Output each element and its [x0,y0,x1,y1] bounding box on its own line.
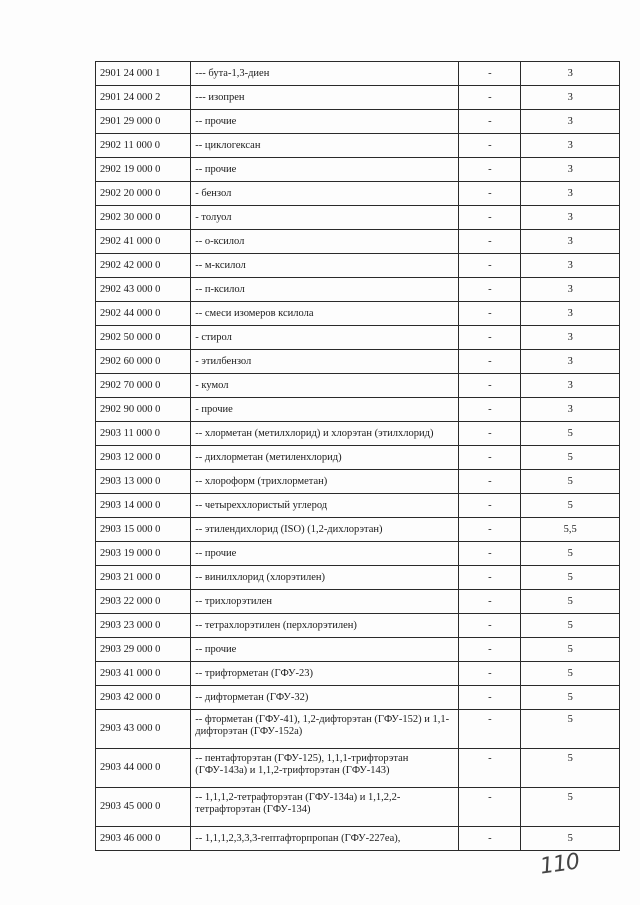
rate-cell: 5 [521,566,620,590]
table-row [96,494,620,518]
table-row [96,374,620,398]
table-row [96,827,620,851]
rate-cell: 5 [521,470,620,494]
rate-cell: 5 [521,494,620,518]
table-row [96,749,620,788]
table-row [96,614,620,638]
table-row [96,638,620,662]
duty-cell: - [459,134,521,158]
description-cell: -- м-ксилол [191,254,459,278]
table-row [96,278,620,302]
table-row [96,134,620,158]
description-cell: -- циклогексан [191,134,459,158]
rate-cell: 5 [521,686,620,710]
description-cell: -- этилендихлорид (ISO) (1,2-дихлорэтан) [191,518,459,542]
duty-cell: - [459,686,521,710]
table-row [96,518,620,542]
duty-cell: - [459,62,521,86]
rate-cell: 3 [521,278,620,302]
code-cell: 2902 70 000 0 [96,374,191,398]
table-row [96,422,620,446]
code-cell: 2903 13 000 0 [96,470,191,494]
rate-cell: 3 [521,326,620,350]
code-cell: 2903 19 000 0 [96,542,191,566]
description-cell: -- хлороформ (трихлорметан) [191,470,459,494]
rate-cell: 3 [521,158,620,182]
rate-cell: 5 [521,710,620,749]
description-cell: --- бута-1,3-диен [191,62,459,86]
duty-cell: - [459,566,521,590]
description-cell: -- пентафторэтан (ГФУ-125), 1,1,1-трифторэтан (ГФУ-143а) и 1,1,2-трифторэтан (ГФУ-143) [191,749,459,788]
table-row [96,566,620,590]
code-cell: 2903 29 000 0 [96,638,191,662]
description-cell: -- дихлорметан (метиленхлорид) [191,446,459,470]
duty-cell: - [459,326,521,350]
code-cell: 2901 24 000 2 [96,86,191,110]
rate-cell: 5,5 [521,518,620,542]
code-cell: 2902 42 000 0 [96,254,191,278]
duty-cell: - [459,518,521,542]
duty-cell: - [459,470,521,494]
rate-cell: 5 [521,788,620,827]
description-cell: -- трифторметан (ГФУ-23) [191,662,459,686]
duty-cell: - [459,350,521,374]
rate-cell: 3 [521,86,620,110]
description-cell: -- дифторметан (ГФУ-32) [191,686,459,710]
duty-cell: - [459,254,521,278]
rate-cell: 3 [521,398,620,422]
code-cell: 2902 60 000 0 [96,350,191,374]
duty-cell: - [459,542,521,566]
duty-cell: - [459,182,521,206]
code-cell: 2903 11 000 0 [96,422,191,446]
code-cell: 2902 43 000 0 [96,278,191,302]
duty-cell: - [459,206,521,230]
duty-cell: - [459,86,521,110]
code-cell: 2903 14 000 0 [96,494,191,518]
duty-cell: - [459,158,521,182]
description-cell: -- четыреххлористый углерод [191,494,459,518]
table-row [96,470,620,494]
description-cell: -- прочие [191,110,459,134]
duty-cell: - [459,422,521,446]
description-cell: - бензол [191,182,459,206]
code-cell: 2903 41 000 0 [96,662,191,686]
description-cell: -- прочие [191,542,459,566]
page-number: 110 [538,849,581,880]
code-cell: 2902 44 000 0 [96,302,191,326]
description-cell: -- трихлорэтилен [191,590,459,614]
rate-cell: 5 [521,662,620,686]
duty-cell: - [459,614,521,638]
rate-cell: 5 [521,638,620,662]
code-cell: 2903 21 000 0 [96,566,191,590]
table-row [96,686,620,710]
rate-cell: 3 [521,182,620,206]
code-cell: 2902 50 000 0 [96,326,191,350]
table-row [96,62,620,86]
description-cell: - прочие [191,398,459,422]
description-cell: - стирол [191,326,459,350]
table-row [96,710,620,749]
duty-cell: - [459,278,521,302]
description-cell: -- прочие [191,158,459,182]
duty-cell: - [459,638,521,662]
duty-cell: - [459,590,521,614]
table-row [96,788,620,827]
description-cell: - толуол [191,206,459,230]
code-cell: 2903 15 000 0 [96,518,191,542]
rate-cell: 3 [521,254,620,278]
duty-cell: - [459,662,521,686]
table-row [96,230,620,254]
tariff-table [95,61,620,851]
description-cell: -- фторметан (ГФУ-41), 1,2-дифторэтан (ГФУ-152) и 1,1-дифторэтан (ГФУ-152а) [191,710,459,749]
duty-cell: - [459,788,521,827]
description-cell: -- 1,1,1,2,3,3,3-гептафторпропан (ГФУ-227еа), [191,827,459,851]
duty-cell: - [459,710,521,749]
description-cell: -- хлорметан (метилхлорид) и хлорэтан (этилхлорид) [191,422,459,446]
rate-cell: 5 [521,590,620,614]
table-row [96,662,620,686]
table-row [96,326,620,350]
description-cell: -- тетрахлорэтилен (перхлорэтилен) [191,614,459,638]
code-cell: 2902 11 000 0 [96,134,191,158]
table-row [96,302,620,326]
rate-cell: 5 [521,422,620,446]
rate-cell: 3 [521,110,620,134]
table-row [96,110,620,134]
table-row [96,182,620,206]
code-cell: 2902 90 000 0 [96,398,191,422]
code-cell: 2903 12 000 0 [96,446,191,470]
rate-cell: 3 [521,62,620,86]
duty-cell: - [459,230,521,254]
rate-cell: 5 [521,614,620,638]
code-cell: 2903 45 000 0 [96,788,191,827]
duty-cell: - [459,302,521,326]
duty-cell: - [459,494,521,518]
rate-cell: 5 [521,542,620,566]
description-cell: -- винилхлорид (хлорэтилен) [191,566,459,590]
duty-cell: - [459,827,521,851]
rate-cell: 3 [521,374,620,398]
description-cell: -- прочие [191,638,459,662]
code-cell: 2902 20 000 0 [96,182,191,206]
code-cell: 2901 24 000 1 [96,62,191,86]
duty-cell: - [459,374,521,398]
code-cell: 2903 22 000 0 [96,590,191,614]
table-row [96,446,620,470]
table-row [96,206,620,230]
table-row [96,398,620,422]
rate-cell: 5 [521,446,620,470]
rate-cell: 5 [521,749,620,788]
duty-cell: - [459,749,521,788]
description-cell: --- изопрен [191,86,459,110]
table-row [96,590,620,614]
table-row [96,86,620,110]
description-cell: -- смеси изомеров ксилола [191,302,459,326]
description-cell: -- п-ксилол [191,278,459,302]
code-cell: 2902 41 000 0 [96,230,191,254]
code-cell: 2903 46 000 0 [96,827,191,851]
rate-cell: 5 [521,827,620,851]
rate-cell: 3 [521,350,620,374]
description-cell: -- о-ксилол [191,230,459,254]
code-cell: 2903 44 000 0 [96,749,191,788]
code-cell: 2901 29 000 0 [96,110,191,134]
rate-cell: 3 [521,302,620,326]
table-row [96,254,620,278]
code-cell: 2902 30 000 0 [96,206,191,230]
rate-cell: 3 [521,134,620,158]
rate-cell: 3 [521,206,620,230]
duty-cell: - [459,398,521,422]
code-cell: 2902 19 000 0 [96,158,191,182]
table-row [96,350,620,374]
duty-cell: - [459,446,521,470]
rate-cell: 3 [521,230,620,254]
table-row [96,158,620,182]
table-row [96,542,620,566]
description-cell: -- 1,1,1,2-тетрафторэтан (ГФУ-134а) и 1,1,2,2-тетрафторэтан (ГФУ-134) [191,788,459,827]
tariff-table-body [96,62,620,851]
duty-cell: - [459,110,521,134]
code-cell: 2903 42 000 0 [96,686,191,710]
description-cell: - этилбензол [191,350,459,374]
code-cell: 2903 43 000 0 [96,710,191,749]
code-cell: 2903 23 000 0 [96,614,191,638]
description-cell: - кумол [191,374,459,398]
